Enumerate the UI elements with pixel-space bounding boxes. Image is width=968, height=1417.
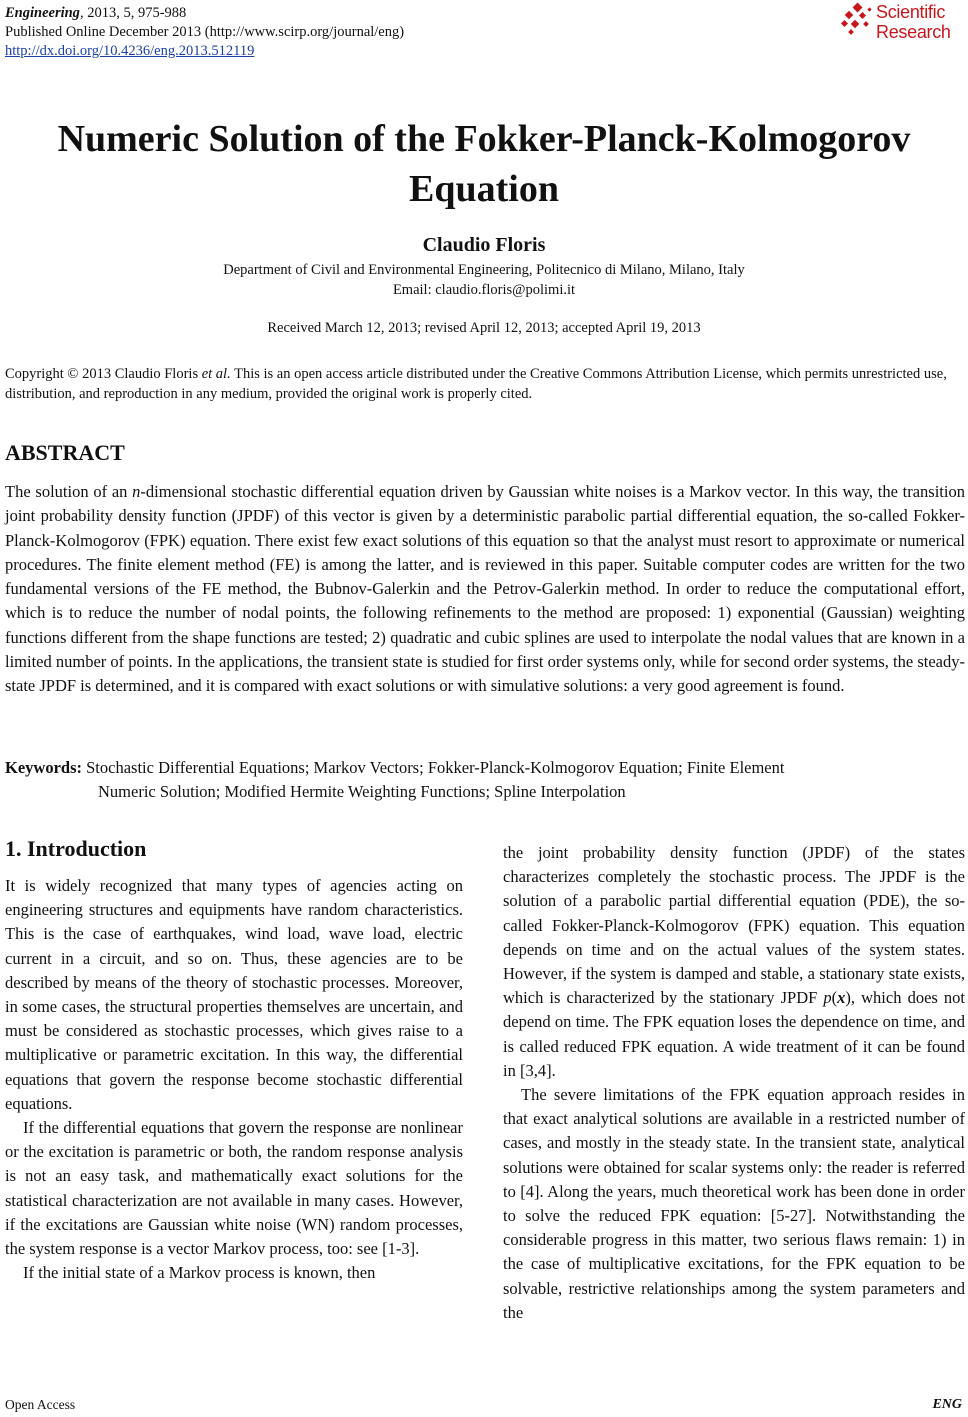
abstract-heading: ABSTRACT	[5, 440, 125, 465]
abstract-text	[5, 480, 965, 699]
para4-p: p	[823, 988, 832, 1008]
journal-header	[5, 4, 404, 61]
affiliation-block	[0, 260, 968, 300]
keywords-label: Keywords:	[5, 758, 82, 777]
title-line-1: Numeric Solution of the Fokker-Planck-Kolmogorov	[57, 118, 911, 160]
para4-x: x	[837, 988, 846, 1008]
footer-journal-abbrev: ENG	[932, 1397, 962, 1412]
keywords-line-1: Stochastic Differential Equations; Markov Vectors; Fokker-Planck-Kolmogorov Equation; Finite Element	[86, 758, 785, 777]
copyright-etal: et al.	[201, 366, 231, 382]
right-column	[503, 841, 965, 1325]
intro-paragraph-4: the joint probability density function (JPDF) of the states characterizes completely the stochastic process. The JPDF is the solution of a parabolic partial differential equation (PDE), the so-called Fokker-Planck-Kolmogorov (FPK) equation. This equation depends on time and on the actual values of the system states. However, if the system is damped and stable, a stationary state exists, which is characterized by the stationary JPDF p(x), which does not depend on time. The FPK equation loses the dependence on time, and is called reduced FPK equation. A wide treatment of it can be found in [3,4].	[503, 843, 966, 1080]
abstract-n: n	[132, 482, 141, 501]
intro-paragraph-3: If the initial state of a Markov process is known, then	[23, 1263, 376, 1283]
author-name: Claudio Floris	[422, 234, 546, 256]
logo-icon	[840, 2, 876, 38]
journal-citation	[5, 4, 404, 23]
paper-title	[0, 114, 968, 214]
keywords-line-2: Numeric Solution; Modified Hermite Weighting Functions; Spline Interpolation	[98, 782, 626, 801]
journal-volume: , 2013, 5, 975-988	[79, 5, 187, 21]
intro-paragraph-5: The severe limitations of the FPK equation approach resides in that exact analytical solutions are available in a restricted number of cases, and mostly in the steady state. In the transient state, analytical solutions were obtained for scalar systems only: the reader is referred to [4]. Along the years, much theoretical work has been done in order to solve the reduced FPK equation: [5-27]. Notwithstanding the considerable progress in this matter, two serious flaws remain: 1) in the case of multiplicative excitations, for the FPK equation to be solvable, restrictive relationships among the system parameters and the	[503, 1085, 965, 1322]
logo-text-research: Research	[876, 22, 951, 42]
section-heading-introduction: 1. Introduction	[5, 836, 147, 861]
copyright-notice	[5, 364, 963, 404]
doi-link[interactable]: http://dx.doi.org/10.4236/eng.2013.512119	[5, 43, 255, 59]
abstract-body: -dimensional stochastic differential equation driven by Gaussian white noises is a Markov vector. In this way, the transition joint probability density function (JPDF) of this vector is given by a deterministic parabolic partial differential equation, the so-called Fokker-Planck-Kolmogorov (FPK) equation. There exist few exact solutions of this equation so that the analyst must resort to approximate or numerical procedures. The finite element method (FE) is among the latter, and is reviewed in this paper. Suitable computer codes are written for the two fundamental versions of the FE method, the Bubnov-Galerkin and the Petrov-Galerkin method. In order to reduce the computational effort, which is to reduce the number of nodal points, the following refinements to the method are proposed: 1) exponential (Gaussian) weighting functions different from the shape functions are tested; 2) quadratic and cubic splines are used to interpolate the nodal values that are known in a limited number of points. In the applications, the transient state is studied for first order systems only, while for second order systems, the steady-state JPDF is determined, and it is compared with exact solutions or with simulative solutions: a very good agreement is found.	[5, 482, 965, 696]
abstract-pre: The solution of an	[5, 482, 133, 501]
journal-name: Engineering	[5, 5, 80, 21]
title-line-2: Equation	[409, 168, 559, 210]
footer-open-access: Open Access	[5, 1397, 76, 1412]
affiliation: Department of Civil and Environmental Engineering, Politecnico di Milano, Milano, Italy	[223, 262, 745, 278]
para4-pre: the joint probability density function (JPDF) of the states characterizes completely the stochastic process. The JPDF is the solution of a parabolic partial differential equation (PDE), the so-called Fokker-Planck-Kolmogorov (FPK) equation. This equation depends on time and on the actual values of the system states. However, if the system is damped and stable, a stationary state exists, which is characterized by the stationary JPDF	[503, 843, 965, 1008]
author-email: Email: claudio.floris@polimi.it	[392, 282, 576, 298]
copyright-post: This is an open access article distributed under the Creative Commons Attribution License, which permits unrestricted use, distribution, and reproduction in any medium, provided the original work is properly cited.	[5, 366, 947, 402]
received-dates: Received March 12, 2013; revised April 12, 2013; accepted April 19, 2013	[267, 320, 701, 336]
intro-paragraph-2: If the differential equations that govern the response are nonlinear or the excitation is parametric or both, the random response analysis is not an easy task, and mathematically exact solutions for the statistical characterization are not available in many cases. However, if the excitations are Gaussian white noise (WN) random processes, the system response is a vector Markov process, too: see [1-3].	[5, 1118, 463, 1259]
intro-paragraph-1: It is widely recognized that many types of agencies acting on engineering structures and equipments have random characteristics. This is the case of earthquakes, wind load, wave load, electric current in a circuit, and so on. Thus, these agencies are to be described by means of the theory of stochastic processes. Moreover, in some cases, the structural properties themselves are uncertain, and must be considered as stochastic processes, which gives raise to a multiplicative or parametric excitation. In this way, the differential equations that govern the response become stochastic differential equations.	[5, 876, 463, 1113]
keywords	[5, 756, 965, 804]
left-column	[5, 874, 463, 1285]
logo-text-scientific: Scientific	[876, 2, 946, 22]
para4-post: which does not depend on time. The FPK equation loses the dependence on time, and is called reduced FPK equation. A wide treatment of it can be found in [3,4].	[503, 988, 966, 1080]
copyright-pre: Copyright © 2013 Claudio Floris	[5, 366, 202, 382]
scientific-research-logo	[840, 2, 962, 44]
published-online: Published Online December 2013 (http://www.scirp.org/journal/eng)	[5, 24, 405, 40]
